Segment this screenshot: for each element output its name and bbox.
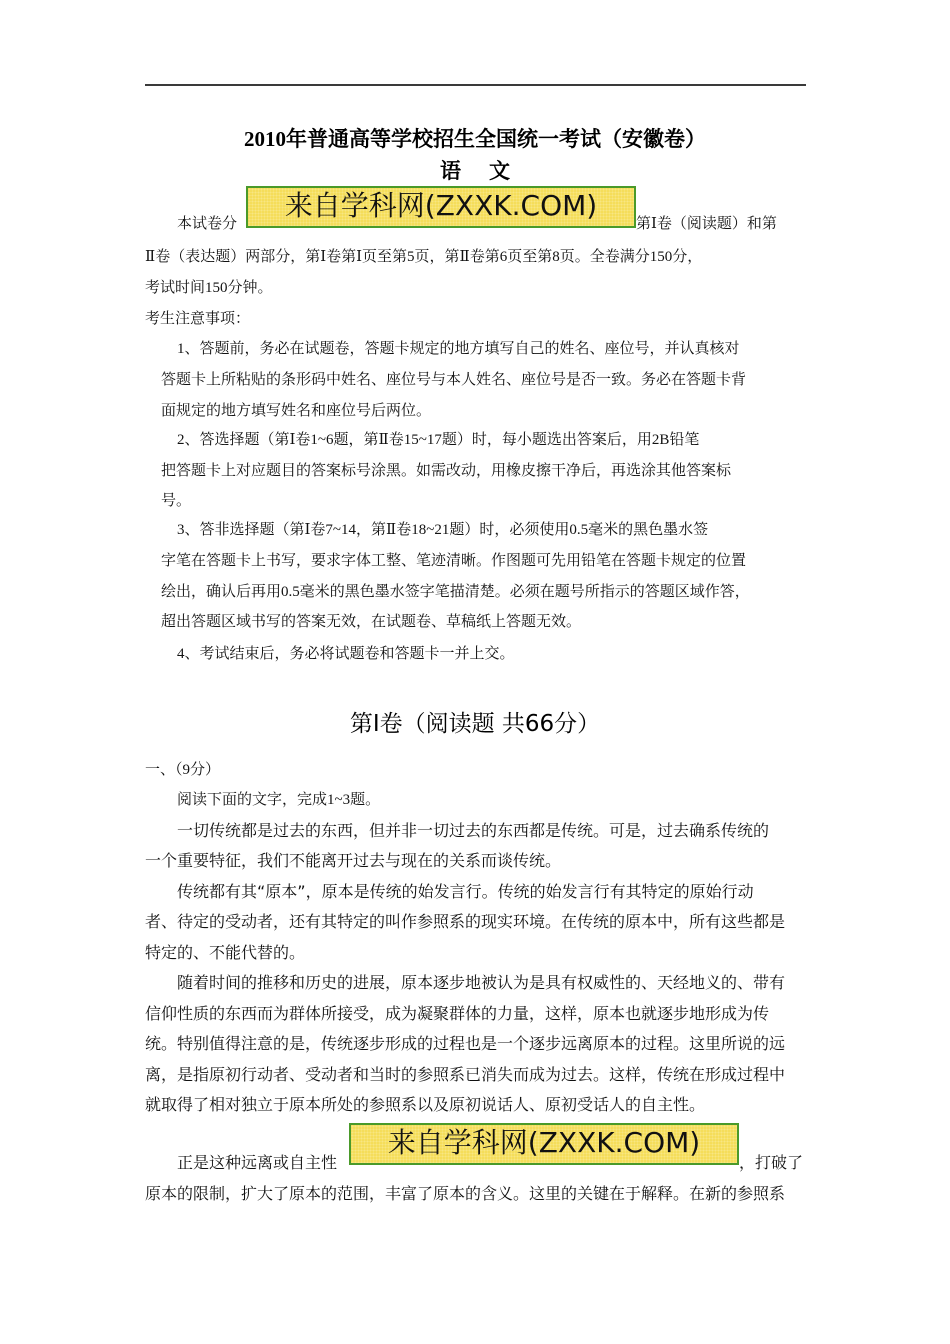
reading-instruction: 阅读下面的文字，完成1~3题。: [177, 792, 381, 808]
part-label: 一、（9分）: [145, 762, 221, 778]
notice-item-3-line-3: 绘出，确认后再用0.5毫米的黑色墨水签字笔描清楚。必须在题号所指示的答题区域作答，: [161, 584, 750, 600]
passage-p3-line-4: 离，是指原初行动者、受动者和当时的参照系已消失而成为过去。这样，传统在形成过程中: [145, 1065, 786, 1084]
passage-p3-line-5: 就取得了相对独立于原本所处的参照系以及原初说话人、原初受话人的自主性。: [145, 1095, 706, 1114]
passage-p1-line-1: 一切传统都是过去的东西，但并非一切过去的东西都是传统。可是，过去确系传统的: [177, 821, 770, 840]
notice-item-3-line-4: 超出答题区域书写的答案无效，在试题卷、草稿纸上答题无效。: [161, 614, 582, 630]
header-rule: [145, 84, 806, 86]
watermark-banner-1: 来自学科网(ZXXK.COM): [246, 186, 636, 228]
passage-p2-line-2: 者、待定的受动者，还有其特定的叫作参照系的现实环境。在传统的原本中，所有这些都是: [145, 912, 786, 931]
passage-p4-line-1-pre: 正是这种远离或自主性: [177, 1153, 338, 1172]
passage-p3-line-3: 统。特别值得注意的是，传统逐步形成的过程也是一个逐步远离原本的过程。这里所说的远: [145, 1034, 786, 1053]
passage-p3-line-1: 随着时间的推移和历史的进展，原本逐步地被认为是具有权威性的、天经地义的、带有: [177, 973, 786, 992]
passage-p2-line-3: 特定的、不能代替的。: [145, 943, 306, 962]
subject-title: 语文: [440, 159, 538, 183]
exam-title: 2010年普通高等学校招生全国统一考试（安徽卷）: [244, 127, 706, 151]
intro-line-1-post: 第Ⅰ卷（阅读题）和第: [636, 216, 777, 232]
passage-p4-line-2: 原本的限制，扩大了原本的范围，丰富了原本的含义。这里的关键在于解释。在新的参照系: [145, 1184, 786, 1203]
notice-item-4-line-1: 4、考试结束后，务必将试题卷和答题卡一并上交。: [177, 646, 515, 662]
intro-line-3: 考试时间150分钟。: [145, 280, 273, 296]
passage-p3-line-2: 信仰性质的东西而为群体所接受，成为凝聚群体的力量，这样，原本也就逐步地形成为传: [145, 1004, 770, 1023]
passage-p1-line-2: 一个重要特征，我们不能离开过去与现在的关系而谈传统。: [145, 851, 562, 870]
notice-item-3-line-1: 3、答非选择题（第Ⅰ卷7~14，第Ⅱ卷18~21题）时，必须使用0.5毫米的黑色墨水签: [177, 522, 709, 538]
notice-heading: 考生注意事项：: [145, 311, 251, 327]
notice-item-1-line-2: 答题卡上所粘贴的条形码中姓名、座位号与本人姓名、座位号是否一致。务必在答题卡背: [161, 372, 747, 388]
notice-item-1-line-3: 面规定的地方填写姓名和座位号后两位。: [161, 403, 432, 419]
passage-p2-line-1: 传统都有其“原本”，原本是传统的始发言行。传统的始发言行有其特定的原始行动: [177, 882, 754, 901]
notice-item-2-line-3: 号。: [161, 493, 192, 509]
intro-line-1-pre: 本试卷分: [177, 216, 238, 232]
passage-p4-line-1-post: ，打破了: [739, 1153, 804, 1172]
watermark-banner-2: 来自学科网(ZXXK.COM): [349, 1123, 739, 1165]
intro-line-2: Ⅱ卷（表达题）两部分，第Ⅰ卷第Ⅰ页至第5页，第Ⅱ卷第6页至第8页。全卷满分150分，: [145, 249, 703, 265]
notice-item-2-line-2: 把答题卡上对应题目的答案标号涂黑。如需改动，用橡皮擦干净后，再选涂其他答案标: [161, 463, 732, 479]
section-title: 第Ⅰ卷（阅读题 共66分）: [349, 711, 601, 737]
notice-item-3-line-2: 字笔在答题卡上书写，要求字体工整、笔迹清晰。作图题可先用铅笔在答题卡规定的位置: [161, 553, 747, 569]
notice-item-1-line-1: 1、答题前，务必在试题卷，答题卡规定的地方填写自己的姓名、座位号，并认真核对: [177, 341, 740, 357]
notice-item-2-line-1: 2、答选择题（第Ⅰ卷1~6题，第Ⅱ卷15~17题）时，每小题选出答案后，用2B铅笔: [177, 432, 700, 448]
